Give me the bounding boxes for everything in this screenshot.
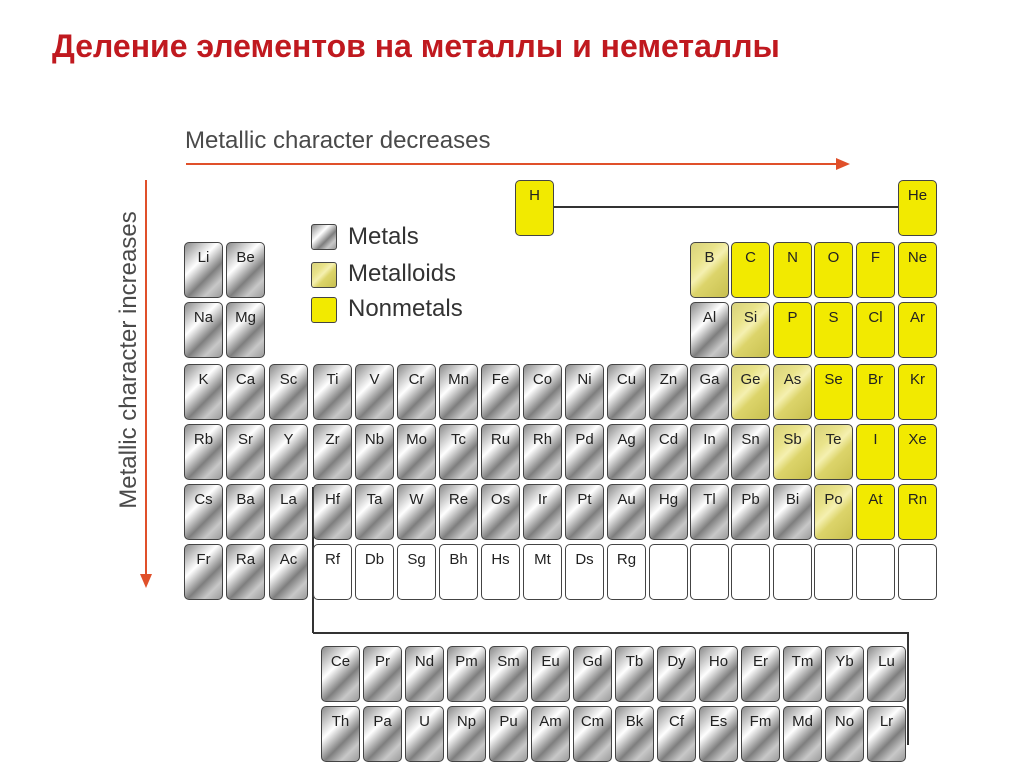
element-tile: Mg: [226, 302, 265, 358]
element-tile: B: [690, 242, 729, 298]
element-tile: Pd: [565, 424, 604, 480]
element-tile: Sr: [226, 424, 265, 480]
actinide-tile: Bk: [615, 706, 654, 762]
element-tile: At: [856, 484, 895, 540]
element-tile: Ru: [481, 424, 520, 480]
element-tile: Cu: [607, 364, 646, 420]
metallic-decreases-label: Metallic character decreases: [185, 127, 491, 154]
element-tile: Ga: [690, 364, 729, 420]
legend-metalloid-swatch: [311, 262, 337, 288]
horizontal-arrow-head: [836, 158, 850, 170]
element-tile: Co: [523, 364, 562, 420]
element-tile: Al: [690, 302, 729, 358]
element-tile: Rb: [184, 424, 223, 480]
element-tile: As: [773, 364, 812, 420]
element-tile: Rg: [607, 544, 646, 600]
lanthanide-tile: Ho: [699, 646, 738, 702]
actinide-tile: Lr: [867, 706, 906, 762]
element-tile: [690, 544, 729, 600]
lanthanide-tile: Lu: [867, 646, 906, 702]
element-tile: Po: [814, 484, 853, 540]
element-tile: P: [773, 302, 812, 358]
lanthanide-tile: Tb: [615, 646, 654, 702]
lanthanide-tile: Eu: [531, 646, 570, 702]
element-tile: Nb: [355, 424, 394, 480]
element-tile: He: [898, 180, 937, 236]
element-tile: O: [814, 242, 853, 298]
actinide-tile: Cm: [573, 706, 612, 762]
element-tile: Cr: [397, 364, 436, 420]
element-tile: Hs: [481, 544, 520, 600]
legend-nonmetal-swatch: [311, 297, 337, 323]
element-tile: Cd: [649, 424, 688, 480]
element-tile: Fe: [481, 364, 520, 420]
actinide-tile: Am: [531, 706, 570, 762]
element-tile: Cs: [184, 484, 223, 540]
element-tile: Zr: [313, 424, 352, 480]
element-tile: [773, 544, 812, 600]
element-tile: S: [814, 302, 853, 358]
element-tile: Re: [439, 484, 478, 540]
element-tile: Na: [184, 302, 223, 358]
element-tile: Au: [607, 484, 646, 540]
element-tile: Bh: [439, 544, 478, 600]
legend-metal-swatch: [311, 224, 337, 250]
element-tile: Li: [184, 242, 223, 298]
element-tile: Bi: [773, 484, 812, 540]
lanthanide-tile: Pm: [447, 646, 486, 702]
lanthanide-tile: Ce: [321, 646, 360, 702]
element-tile: Hg: [649, 484, 688, 540]
element-tile: Cl: [856, 302, 895, 358]
element-tile: Ti: [313, 364, 352, 420]
element-tile: Ba: [226, 484, 265, 540]
element-tile: Sg: [397, 544, 436, 600]
element-tile: Y: [269, 424, 308, 480]
element-tile: Zn: [649, 364, 688, 420]
element-tile: Mt: [523, 544, 562, 600]
lanthanide-tile: Dy: [657, 646, 696, 702]
element-tile: In: [690, 424, 729, 480]
element-tile: Be: [226, 242, 265, 298]
metallic-increases-label: Metallic character increases: [115, 211, 142, 509]
element-tile: Ta: [355, 484, 394, 540]
element-tile: Db: [355, 544, 394, 600]
element-tile: Xe: [898, 424, 937, 480]
legend-nonmetal-label: Nonmetals: [348, 295, 463, 322]
actinide-tile: Md: [783, 706, 822, 762]
element-tile: Mn: [439, 364, 478, 420]
actinide-tile: Np: [447, 706, 486, 762]
element-tile: F: [856, 242, 895, 298]
element-tile: N: [773, 242, 812, 298]
element-tile: Br: [856, 364, 895, 420]
actinide-tile: No: [825, 706, 864, 762]
element-tile: Te: [814, 424, 853, 480]
actinide-tile: Pu: [489, 706, 528, 762]
element-tile: La: [269, 484, 308, 540]
lanthanide-tile: Er: [741, 646, 780, 702]
element-tile: I: [856, 424, 895, 480]
lanthanide-tile: Gd: [573, 646, 612, 702]
element-tile: Pt: [565, 484, 604, 540]
element-tile: [814, 544, 853, 600]
legend-metalloid-label: Metalloids: [348, 260, 457, 287]
lanthanide-tile: Pr: [363, 646, 402, 702]
element-tile: Ca: [226, 364, 265, 420]
element-tile: W: [397, 484, 436, 540]
element-tile: Ra: [226, 544, 265, 600]
element-tile: Sc: [269, 364, 308, 420]
element-tile: K: [184, 364, 223, 420]
element-tile: H: [515, 180, 554, 236]
element-tile: [898, 544, 937, 600]
actinide-tile: Cf: [657, 706, 696, 762]
element-tile: Sn: [731, 424, 770, 480]
lanthanide-tile: Tm: [783, 646, 822, 702]
element-tile: Ds: [565, 544, 604, 600]
actinide-tile: Pa: [363, 706, 402, 762]
element-tile: Ac: [269, 544, 308, 600]
element-tile: Ar: [898, 302, 937, 358]
lanthanide-tile: Sm: [489, 646, 528, 702]
element-tile: Pb: [731, 484, 770, 540]
element-tile: C: [731, 242, 770, 298]
element-tile: Ne: [898, 242, 937, 298]
element-tile: Tc: [439, 424, 478, 480]
element-tile: Kr: [898, 364, 937, 420]
element-tile: [856, 544, 895, 600]
lanthanide-tile: Nd: [405, 646, 444, 702]
element-tile: Tl: [690, 484, 729, 540]
slide-title: Деление элементов на металлы и неметаллы: [52, 28, 780, 64]
element-tile: Ir: [523, 484, 562, 540]
element-tile: Rn: [898, 484, 937, 540]
element-tile: Rh: [523, 424, 562, 480]
lanthanide-tile: Yb: [825, 646, 864, 702]
vertical-arrow-head: [140, 574, 152, 588]
actinide-tile: Fm: [741, 706, 780, 762]
legend-metal-label: Metals: [348, 223, 419, 250]
actinide-tile: U: [405, 706, 444, 762]
element-tile: [649, 544, 688, 600]
element-tile: Sb: [773, 424, 812, 480]
element-tile: Ge: [731, 364, 770, 420]
element-tile: Ni: [565, 364, 604, 420]
element-tile: Rf: [313, 544, 352, 600]
element-tile: [731, 544, 770, 600]
element-tile: Fr: [184, 544, 223, 600]
element-tile: Si: [731, 302, 770, 358]
actinide-tile: Th: [321, 706, 360, 762]
element-tile: Os: [481, 484, 520, 540]
actinide-tile: Es: [699, 706, 738, 762]
element-tile: Se: [814, 364, 853, 420]
element-tile: V: [355, 364, 394, 420]
element-tile: Ag: [607, 424, 646, 480]
element-tile: Mo: [397, 424, 436, 480]
element-tile: Hf: [313, 484, 352, 540]
